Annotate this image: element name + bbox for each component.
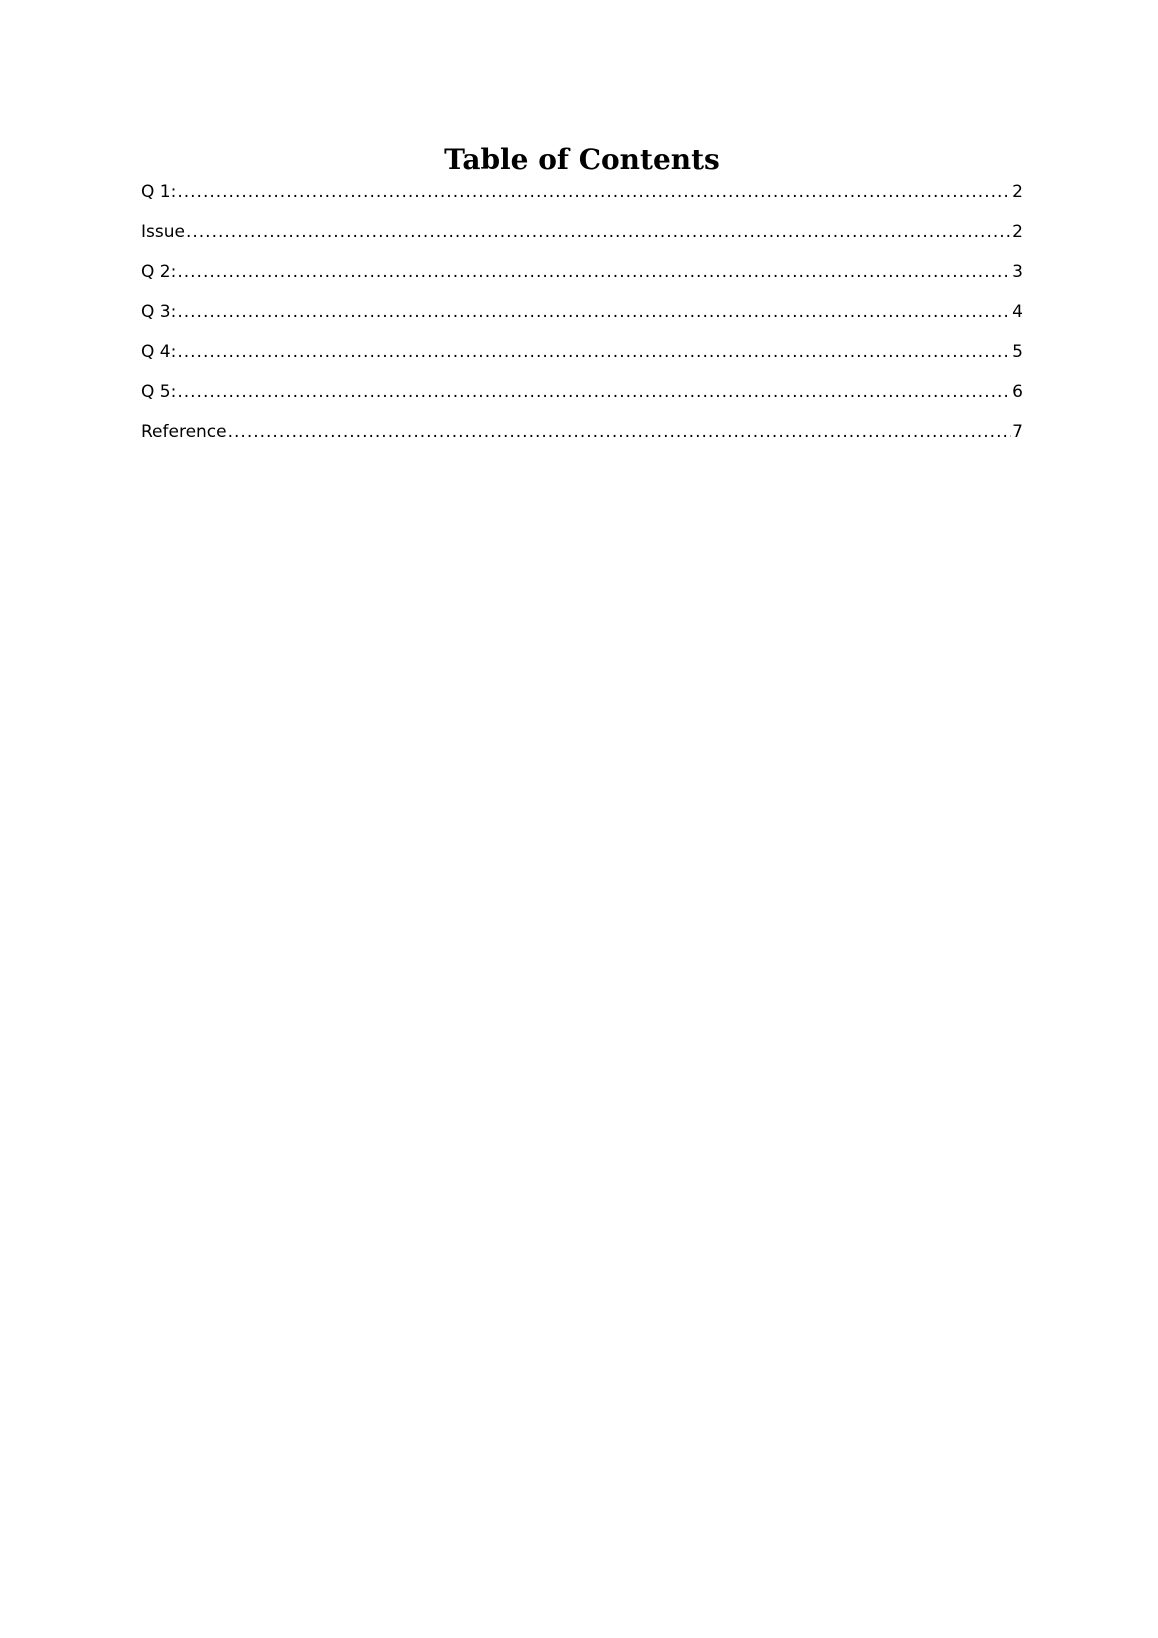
toc-entry-label: Q 1: (141, 182, 177, 202)
toc-entry-page-number: 7 (1012, 422, 1023, 442)
toc-entry-issue[interactable] (141, 222, 1023, 262)
toc-entry-label: Q 2: (141, 262, 177, 282)
toc-entry-q1[interactable] (141, 182, 1023, 222)
toc-list (141, 182, 1023, 462)
toc-entry-page-number: 6 (1012, 382, 1023, 402)
toc-dot-leader (177, 382, 1011, 402)
toc-entry-page-number: 2 (1012, 182, 1023, 202)
toc-dot-leader (186, 222, 1011, 242)
toc-entry-q4[interactable] (141, 342, 1023, 382)
toc-entry-label: Reference (141, 422, 227, 442)
toc-dot-leader (228, 422, 1012, 442)
table-of-contents (141, 138, 1023, 462)
toc-dot-leader (177, 302, 1011, 322)
toc-dot-leader (177, 342, 1011, 362)
toc-entry-label: Issue (141, 222, 185, 242)
toc-entry-q3[interactable] (141, 302, 1023, 342)
toc-title: Table of Contents (444, 143, 720, 176)
toc-entry-label: Q 4: (141, 342, 177, 362)
toc-entry-q5[interactable] (141, 382, 1023, 422)
toc-entry-page-number: 2 (1012, 222, 1023, 242)
toc-entry-page-number: 3 (1012, 262, 1023, 282)
toc-dot-leader (177, 262, 1011, 282)
toc-entry-page-number: 4 (1012, 302, 1023, 322)
toc-entry-page-number: 5 (1012, 342, 1023, 362)
toc-entry-q2[interactable] (141, 262, 1023, 302)
toc-entry-label: Q 5: (141, 382, 177, 402)
toc-entry-reference[interactable] (141, 422, 1023, 462)
toc-entry-label: Q 3: (141, 302, 177, 322)
toc-dot-leader (177, 182, 1011, 202)
